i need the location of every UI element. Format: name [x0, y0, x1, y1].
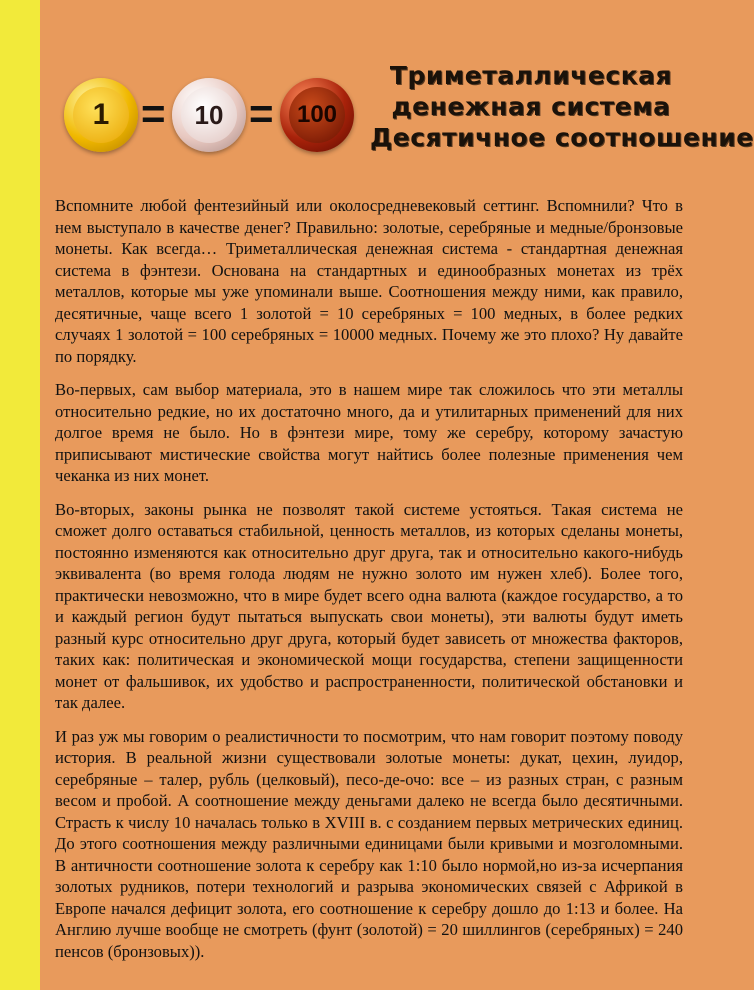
equals-sign: =	[249, 90, 274, 137]
left-color-strip	[0, 0, 40, 990]
equals-sign: =	[141, 90, 166, 137]
page-header	[40, 60, 754, 185]
silver-coin-value: 10	[194, 99, 224, 130]
paragraph: И раз уж мы говорим о реалистичности то посмотрим, что нам говорит поэтому поводу история. В реальной жизни существовали золотые монеты: дукат, цехин, луидор, серебряные – талер, рубль (целковый), песо-де-очо: все – из разных стран, с разным весом и пробой. А соотношение между деньгами далеко не всегда было десятичными. Страсть к числу 10 началась только в XVIII в. с созданием первых метрических единиц. До этого соотношения между различными единицами были кривыми и мозголомными. В античности соотношение золота к серебру как 1:10 было нормой,но из-за исчерпания золотых рудников, потери технологий и разрыва экономических связей с Африкой в Европе начался дефицит золота, его соотношение к серебру дошло до 1:13 и более. На Англию лучше вообще не смотреть (фунт (золотой) = 20 шиллингов (серебряных) = 240 пенсов (бронзовых)).	[55, 726, 683, 961]
article-body	[55, 195, 683, 974]
copper-coin-icon	[280, 78, 354, 152]
page-title	[370, 60, 754, 153]
paragraph: Во-первых, сам выбор материала, это в нашем мире так сложилось что эти металлы относительно редкие, но их достаточно много, да и утилитарных применений для них долгое время не было. Но в фэнтези мире, тому же серебру, которому зачастую приписывают мистические свойства могут найтись более полезные применения чем чеканка из них монет.	[55, 380, 683, 485]
paragraph: Во-вторых, законы рынка не позволят такой системе устояться. Такая система не сможет долго оставаться стабильной, ценность металлов, из которых сделаны монеты, постоянно изменяются как относительно друг друга, так и относительно какого-нибудь эквивалента (во время голода людям не нужно золото им нужен хлеб). Более того, практически невозможно, что в мире будет всего одна валюта (каждое государство, а то и каждый регион будут пытаться выпускать свои монеты), эти валюты будут иметь разный курс относительно друг друга, который будет зависеть от множества факторов, таких как: политическая и экономической мощи государства, степени защищенности монет от фальшивок, их удобство и распространенности, политической обстановки и так далее.	[55, 499, 683, 712]
title-line: Десятичное соотношение	[370, 123, 754, 152]
coin-equation	[64, 78, 364, 158]
paragraph: Вспомните любой фентезийный или околосредневековый сеттинг. Вспомнили? Что в нем выступало в качестве денег? Правильно: золотые, серебряные и медные/бронзовые монеты. Как всегда… Триметаллическая денежная система - стандартная денежная система в фэнтези. Основана на стандартных и единообразных монетах из трёх металлов, которые мы уже упоминали выше. Соотношения между ними, как правило, десятичные, чаще всего 1 золотой = 10 серебряных = 100 медных, в более редких случаях 1 золотой = 100 серебряных = 10000 медных. Почему же это плохо? Ну давайте по порядку.	[55, 196, 683, 366]
gold-coin-icon	[64, 78, 138, 152]
copper-coin-value: 100	[296, 101, 338, 128]
gold-coin-value: 1	[92, 98, 110, 131]
title-line: денежная система	[391, 92, 671, 121]
document-page	[40, 0, 754, 990]
title-line: Триметаллическая	[389, 61, 673, 90]
silver-coin-icon	[172, 78, 246, 152]
